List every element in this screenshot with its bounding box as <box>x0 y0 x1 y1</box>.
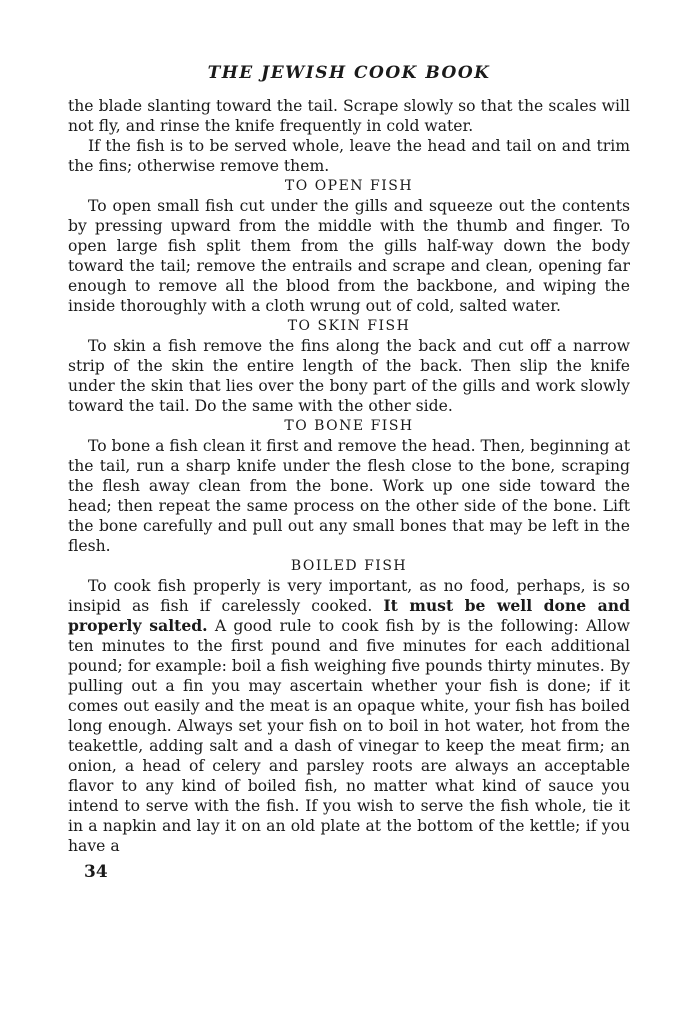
paragraph-boiled-fish <box>68 576 630 856</box>
paragraph-serve-whole: If the fish is to be served whole, leave the head and tail on and trim the fins; otherwise remove them. <box>68 137 630 175</box>
heading-to-skin-fish: TO SKIN FISH <box>287 318 411 334</box>
running-head: THE JEWISH COOK BOOK <box>207 63 491 83</box>
heading-to-open-fish: TO OPEN FISH <box>284 178 414 194</box>
heading-to-bone-fish: TO BONE FISH <box>284 418 414 434</box>
paragraph-to-open-fish: To open small fish cut under the gills and squeeze out the contents by pressing upward from the middle with the thumb and finger. To open large fish split them from the gills half-way down the body toward the tail; remove the entrails and scrape and clean, opening far enough to remove all the blood from the backbone, and wiping the inside thoroughly with a cloth wrung out of cold, salted water. <box>68 197 630 315</box>
paragraph-to-bone-fish: To bone a fish clean it first and remove the head. Then, beginning at the tail, run a sharp knife under the flesh close to the bone, scraping the flesh away clean from the bone. Work up one side toward the head; then repeat the same process on the other side of the bone. Lift the bone carefully and pull out any small bones that may be left in the flesh. <box>68 437 630 555</box>
boiled-fish-text-a: To cook fish properly is very important, as no food, perhaps, is so insipid as fish if carelessly cooked. <box>68 577 630 615</box>
heading-boiled-fish: BOILED FISH <box>290 558 408 574</box>
book-page <box>68 62 630 883</box>
paragraph-scaling-end: the blade slanting toward the tail. Scrape slowly so that the scales will not fly, and rinse the knife frequently in cold water. <box>68 97 630 135</box>
paragraph-to-skin-fish: To skin a fish remove the fins along the back and cut off a narrow strip of the skin the entire length of the back. Then slip the knife under the skin that lies over the bony part of the gills and work slowly toward the tail. Do the same with the other side. <box>68 337 630 415</box>
boiled-fish-text-b: A good rule to cook fish by is the following: Allow ten minutes to the first pound and five minutes for each additional pound; for example: boil a fish weighing five pounds thirty minutes. By pulling out a fin you may ascertain whether your fish is done; if it comes out easily and the meat is an opaque white, your fish has boiled long enough. Always set your fish on to boil in hot water, hot from the teakettle, adding salt and a dash of vinegar to keep the meat firm; an onion, a head of celery and parsley roots are always an acceptable flavor to any kind of boiled fish, no matter what kind of sauce you intend to serve with the fish. If you wish to serve the fish whole, tie it in a napkin and lay it on an old plate at the bottom of the kettle; if you have a <box>68 617 630 855</box>
boiled-fish-emphasis: It must be well done and properly salted. <box>68 596 630 635</box>
page-number: 34 <box>84 862 108 882</box>
